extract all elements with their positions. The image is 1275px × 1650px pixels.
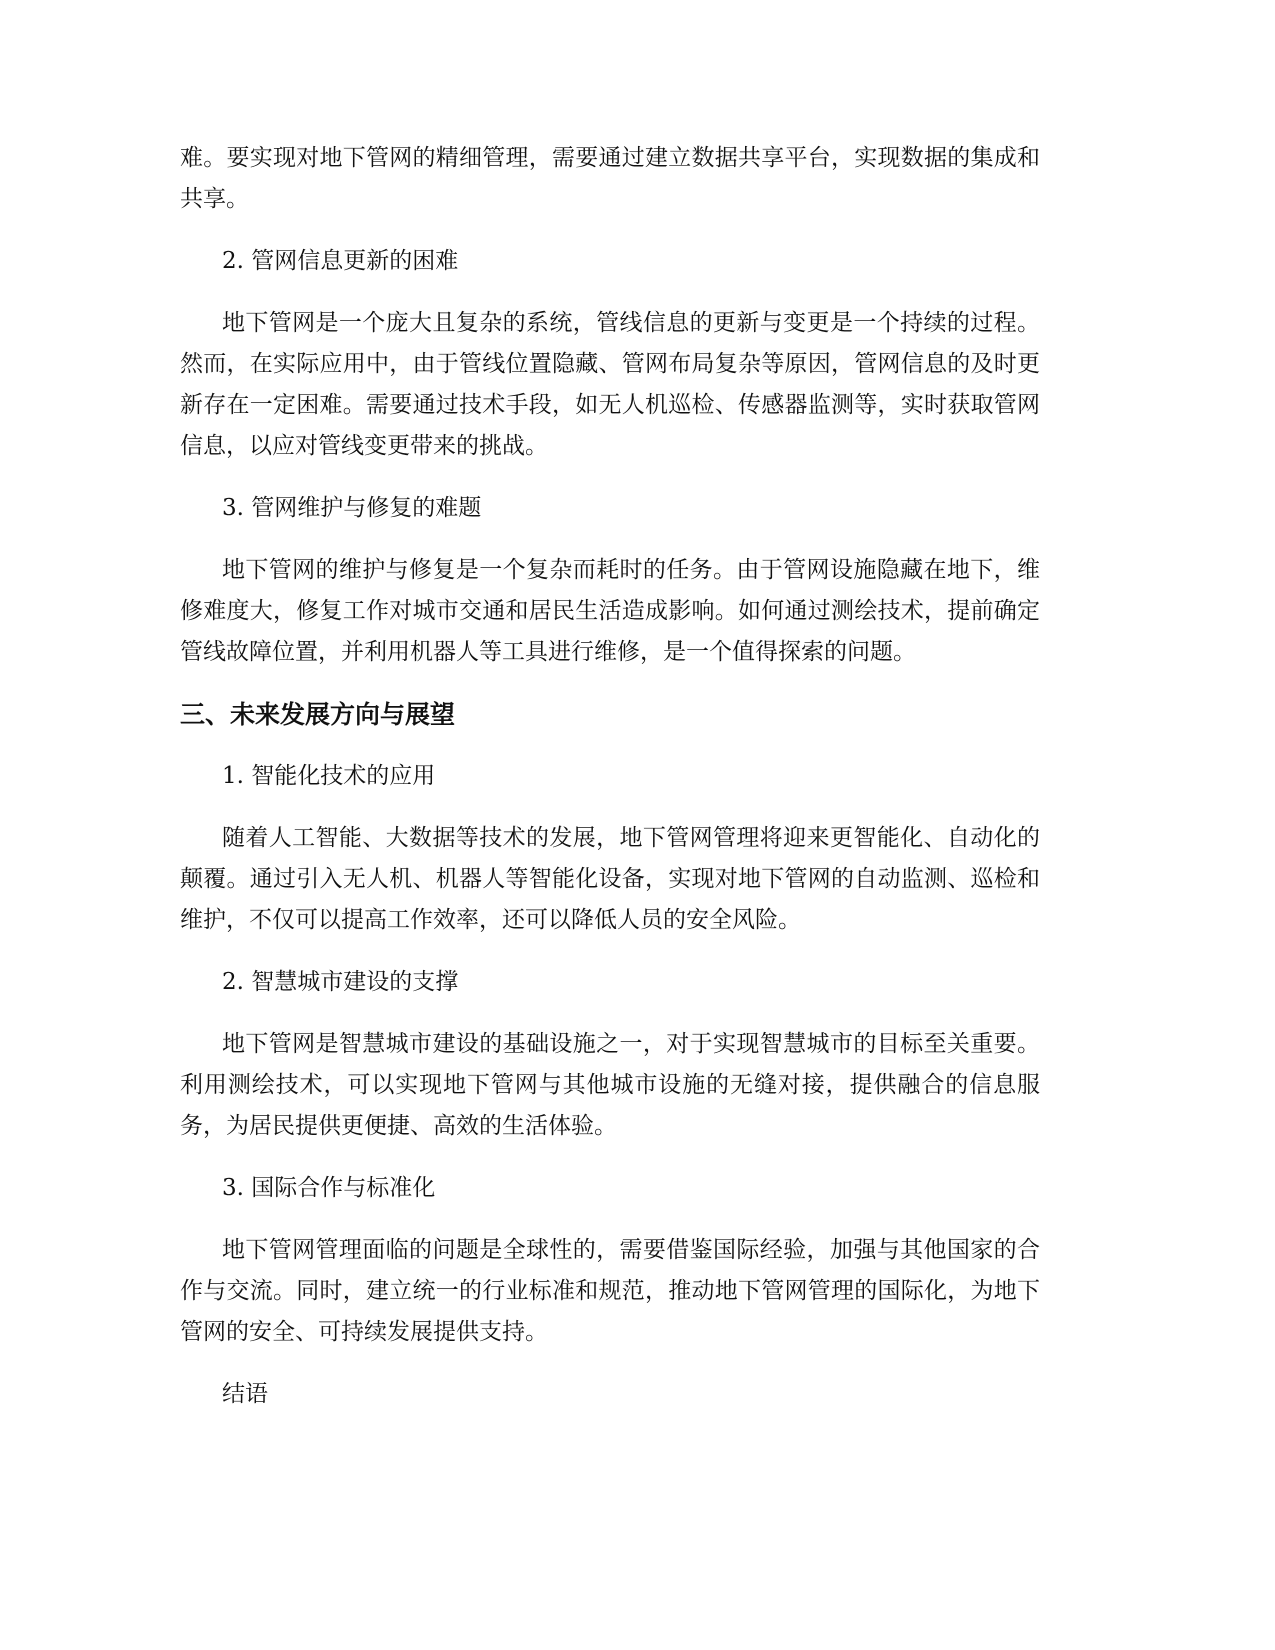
subheading-international-cooperation: 3. 国际合作与标准化 xyxy=(222,1175,436,1201)
subheading-info-update-difficulty: 2. 管网信息更新的困难 xyxy=(222,248,459,274)
paragraph-smart-city: 地下管网是智慧城市建设的基础设施之一，对于实现智慧城市的目标至关重要。利用测绘技术，可以实现地下管网与其他城市设施的无缝对接，提供融合的信息服务，为居民提供更便捷、高效的生活体验。 xyxy=(180,1031,1040,1139)
subheading-smart-city: 2. 智慧城市建设的支撑 xyxy=(222,969,459,995)
paragraph-international-cooperation: 地下管网管理面临的问题是全球性的，需要借鉴国际经验，加强与其他国家的合作与交流。同时，建立统一的行业标准和规范，推动地下管网管理的国际化，为地下管网的安全、可持续发展提供支持。 xyxy=(180,1237,1040,1345)
document-page xyxy=(180,138,1040,1436)
subheading-maintenance-repair: 3. 管网维护与修复的难题 xyxy=(222,495,482,521)
subheading-intelligent-tech: 1. 智能化技术的应用 xyxy=(222,763,436,789)
paragraph-info-update: 地下管网是一个庞大且复杂的系统，管线信息的更新与变更是一个持续的过程。然而，在实际应用中，由于管线位置隐藏、管网布局复杂等原因，管网信息的及时更新存在一定困难。需要通过技术手段，如无人机巡检、传感器监测等，实时获取管网信息，以应对管线变更带来的挑战。 xyxy=(180,310,1040,459)
paragraph-maintenance-repair: 地下管网的维护与修复是一个复杂而耗时的任务。由于管网设施隐藏在地下，维修难度大，修复工作对城市交通和居民生活造成影响。如何通过测绘技术，提前确定管线故障位置，并利用机器人等工具进行维修，是一个值得探索的问题。 xyxy=(180,557,1040,665)
subheading-conclusion: 结语 xyxy=(222,1381,268,1407)
paragraph-intelligent-tech: 随着人工智能、大数据等技术的发展，地下管网管理将迎来更智能化、自动化的颠覆。通过引入无人机、机器人等智能化设备，实现对地下管网的自动监测、巡检和维护，不仅可以提高工作效率，还可以降低人员的安全风险。 xyxy=(180,825,1040,933)
paragraph-data-sharing-continued: 难。要实现对地下管网的精细管理，需要通过建立数据共享平台，实现数据的集成和共享。 xyxy=(180,145,1040,212)
section-heading-future-direction: 三、未来发展方向与展望 xyxy=(180,700,456,729)
